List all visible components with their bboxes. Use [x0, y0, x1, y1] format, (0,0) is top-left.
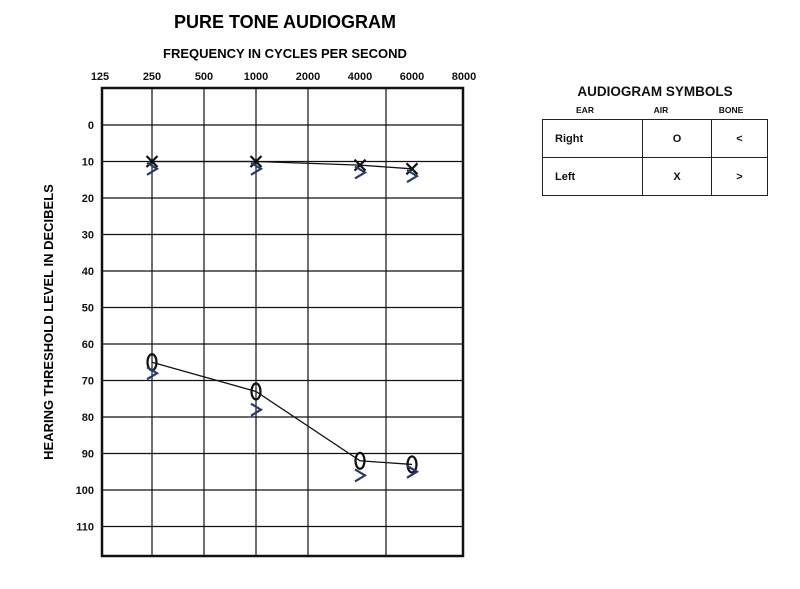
- legend-header: [542, 105, 768, 115]
- y-tick-label-0: 0: [87, 120, 94, 132]
- chart-title: PURE TONE AUDIOGRAM: [173, 12, 397, 32]
- y-tick-label-70: 70: [81, 375, 94, 388]
- legend-header-ear: EAR: [576, 105, 594, 115]
- legend-title: AUDIOGRAM SYMBOLS: [577, 84, 733, 99]
- y-tick-label-10: 10: [81, 156, 94, 169]
- x-tick-label-250: 250: [142, 71, 162, 83]
- y-tick-label-50: 50: [81, 302, 94, 315]
- y-tick-label-30: 30: [81, 229, 94, 242]
- legend-bone-right: <: [712, 120, 768, 158]
- legend-row-right: [543, 120, 768, 158]
- series-line-left-air: [152, 162, 412, 169]
- x-axis-label: FREQUENCY IN CYCLES PER SECOND: [163, 46, 407, 61]
- y-tick-label-80: 80: [81, 412, 94, 424]
- x-tick-label-4000: 4000: [347, 71, 373, 83]
- y-tick-label-110: 110: [76, 521, 94, 534]
- x-tick-label-2000: 2000: [295, 71, 321, 83]
- legend-header-air: AIR: [653, 105, 669, 115]
- y-tick-label-20: 20: [81, 193, 94, 205]
- series-line-right-air: [152, 362, 412, 464]
- legend-table: [542, 119, 768, 196]
- legend-ear-left: Left: [543, 158, 643, 196]
- marker-right-bone-4000: [355, 469, 365, 481]
- y-tick-label-90: 90: [81, 448, 94, 461]
- legend-row-left: [543, 158, 768, 196]
- x-tick-label-6000: 6000: [399, 71, 425, 83]
- y-tick-labels: [76, 120, 94, 534]
- x-tick-label-1000: 1000: [243, 71, 269, 83]
- series-lines: [152, 162, 412, 465]
- y-tick-label-60: 60: [81, 339, 94, 351]
- y-tick-label-40: 40: [81, 266, 94, 278]
- x-tick-label-125: 125: [90, 71, 110, 83]
- legend-air-right: O: [643, 120, 712, 158]
- audiogram-symbols-legend: [542, 84, 768, 196]
- legend-bone-left: >: [712, 158, 768, 196]
- legend-ear-right: Right: [543, 120, 643, 158]
- y-tick-label-100: 100: [75, 485, 94, 497]
- x-tick-label-8000: 8000: [451, 71, 477, 83]
- x-tick-labels: [91, 71, 476, 83]
- legend-header-bone: BONE: [718, 105, 744, 115]
- legend-air-left: X: [643, 158, 712, 196]
- y-axis-label: HEARING THRESHOLD LEVEL IN DECIBELS: [41, 184, 56, 460]
- series-markers: [147, 156, 418, 481]
- x-tick-label-500: 500: [194, 71, 214, 83]
